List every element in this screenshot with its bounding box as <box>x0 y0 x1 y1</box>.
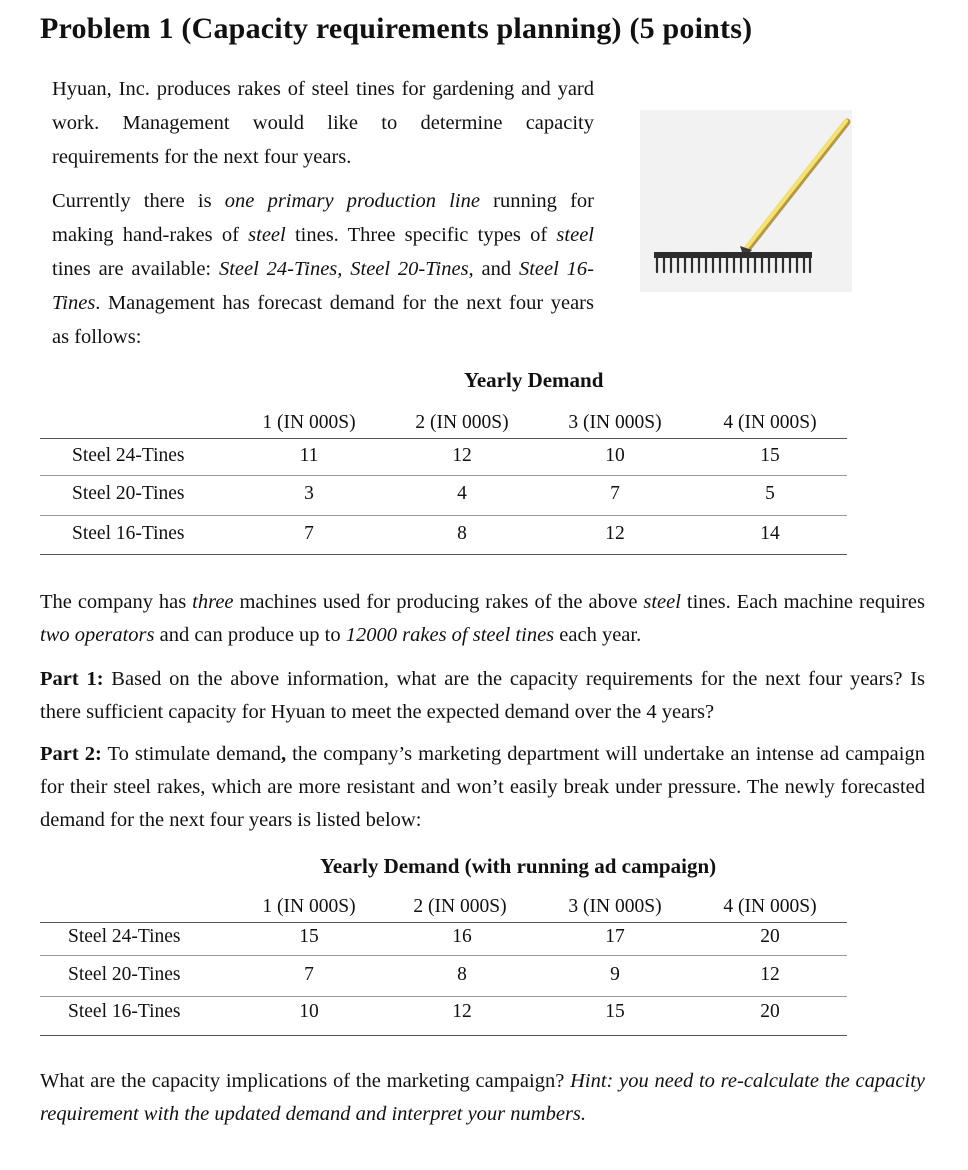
table-cell: 9 <box>610 964 620 985</box>
part1-question: Part 1: Based on the above information, what are the capacity requirements for the next four years? Is there sufficient capacity for Hyuan to meet the expected demand over the 4 years? <box>40 668 925 723</box>
column-header: 1 (IN 000S) <box>262 412 356 433</box>
table-cell: 17 <box>605 926 625 947</box>
row-label: Steel 20-Tines <box>72 483 185 504</box>
table-cell: 15 <box>299 926 319 947</box>
table-cell: 14 <box>760 523 780 544</box>
table-heading: Yearly Demand <box>464 368 604 392</box>
table-cell: 3 <box>304 483 314 504</box>
table-cell: 8 <box>457 523 467 544</box>
header-rule <box>40 438 847 439</box>
row-label: Steel 24-Tines <box>72 445 185 466</box>
table-cell: 7 <box>610 483 620 504</box>
table-cell: 12 <box>605 523 625 544</box>
column-header: 1 (IN 000S) <box>262 896 356 917</box>
table-cell: 15 <box>760 445 780 466</box>
table-cell: 12 <box>760 964 780 985</box>
column-header: 3 (IN 000S) <box>568 896 662 917</box>
table-cell: 12 <box>452 1001 472 1022</box>
bottom-rule <box>40 1035 847 1036</box>
row-label: Steel 16-Tines <box>72 523 185 544</box>
table-cell: 7 <box>304 523 314 544</box>
bottom-rule <box>40 554 847 555</box>
column-header: 4 (IN 000S) <box>723 412 817 433</box>
row-rule <box>40 515 847 516</box>
final-question: What are the capacity implications of the marketing campaign? Hint: you need to re-calculate the capacity requirement with the updated demand and interpret your numbers. <box>40 1070 925 1125</box>
part2-question: Part 2: To stimulate demand, the company’s marketing department will undertake an intense ad campaign for their steel rakes, which are more resistant and won’t easily break under pressure. The newly forecasted demand for the next four years is listed below: <box>40 743 925 831</box>
row-rule <box>40 475 847 476</box>
row-rule <box>40 955 847 956</box>
table-cell: 12 <box>452 445 472 466</box>
row-rule <box>40 996 847 997</box>
table-cell: 20 <box>760 1001 780 1022</box>
machines-paragraph: The company has three machines used for producing rakes of the above steel tines. Each machine requires two operators and can produce up to 12000 rakes of steel tines each year. <box>40 591 925 646</box>
header-rule <box>40 922 847 923</box>
intro-paragraph-2: Currently there is one primary production line running for making hand-rakes of steel tines. Three specific types of steel tines are available: Steel 24-Tines, Steel 20-Tines, and Steel 16-Tines. Management has forecast demand for the next four years as follows: <box>52 190 594 348</box>
table-cell: 10 <box>605 445 625 466</box>
table-cell: 7 <box>304 964 314 985</box>
column-header: 4 (IN 000S) <box>723 896 817 917</box>
rake-icon <box>640 110 852 292</box>
row-label: Steel 24-Tines <box>68 926 181 947</box>
row-label: Steel 16-Tines <box>68 1001 181 1022</box>
table-heading: Yearly Demand (with running ad campaign) <box>320 854 717 878</box>
table-cell: 4 <box>457 483 467 504</box>
column-header: 3 (IN 000S) <box>568 412 662 433</box>
ad-campaign-demand-table <box>40 854 847 1044</box>
intro-paragraph-1: Hyuan, Inc. produces rakes of steel tines for gardening and yard work. Management would like to determine capacity requirements for the next four years. <box>52 78 594 168</box>
table-cell: 15 <box>605 1001 625 1022</box>
table-cell: 16 <box>452 926 472 947</box>
problem-title: Problem 1 (Capacity requirements planning) (5 points) <box>40 12 753 45</box>
table-cell: 8 <box>457 964 467 985</box>
yearly-demand-table <box>40 368 847 558</box>
table-cell: 11 <box>299 445 319 466</box>
row-label: Steel 20-Tines <box>68 964 181 985</box>
column-header: 2 (IN 000S) <box>415 412 509 433</box>
table-cell: 5 <box>765 483 775 504</box>
column-header: 2 (IN 000S) <box>413 896 507 917</box>
table-cell: 20 <box>760 926 780 947</box>
table-cell: 10 <box>299 1001 319 1022</box>
